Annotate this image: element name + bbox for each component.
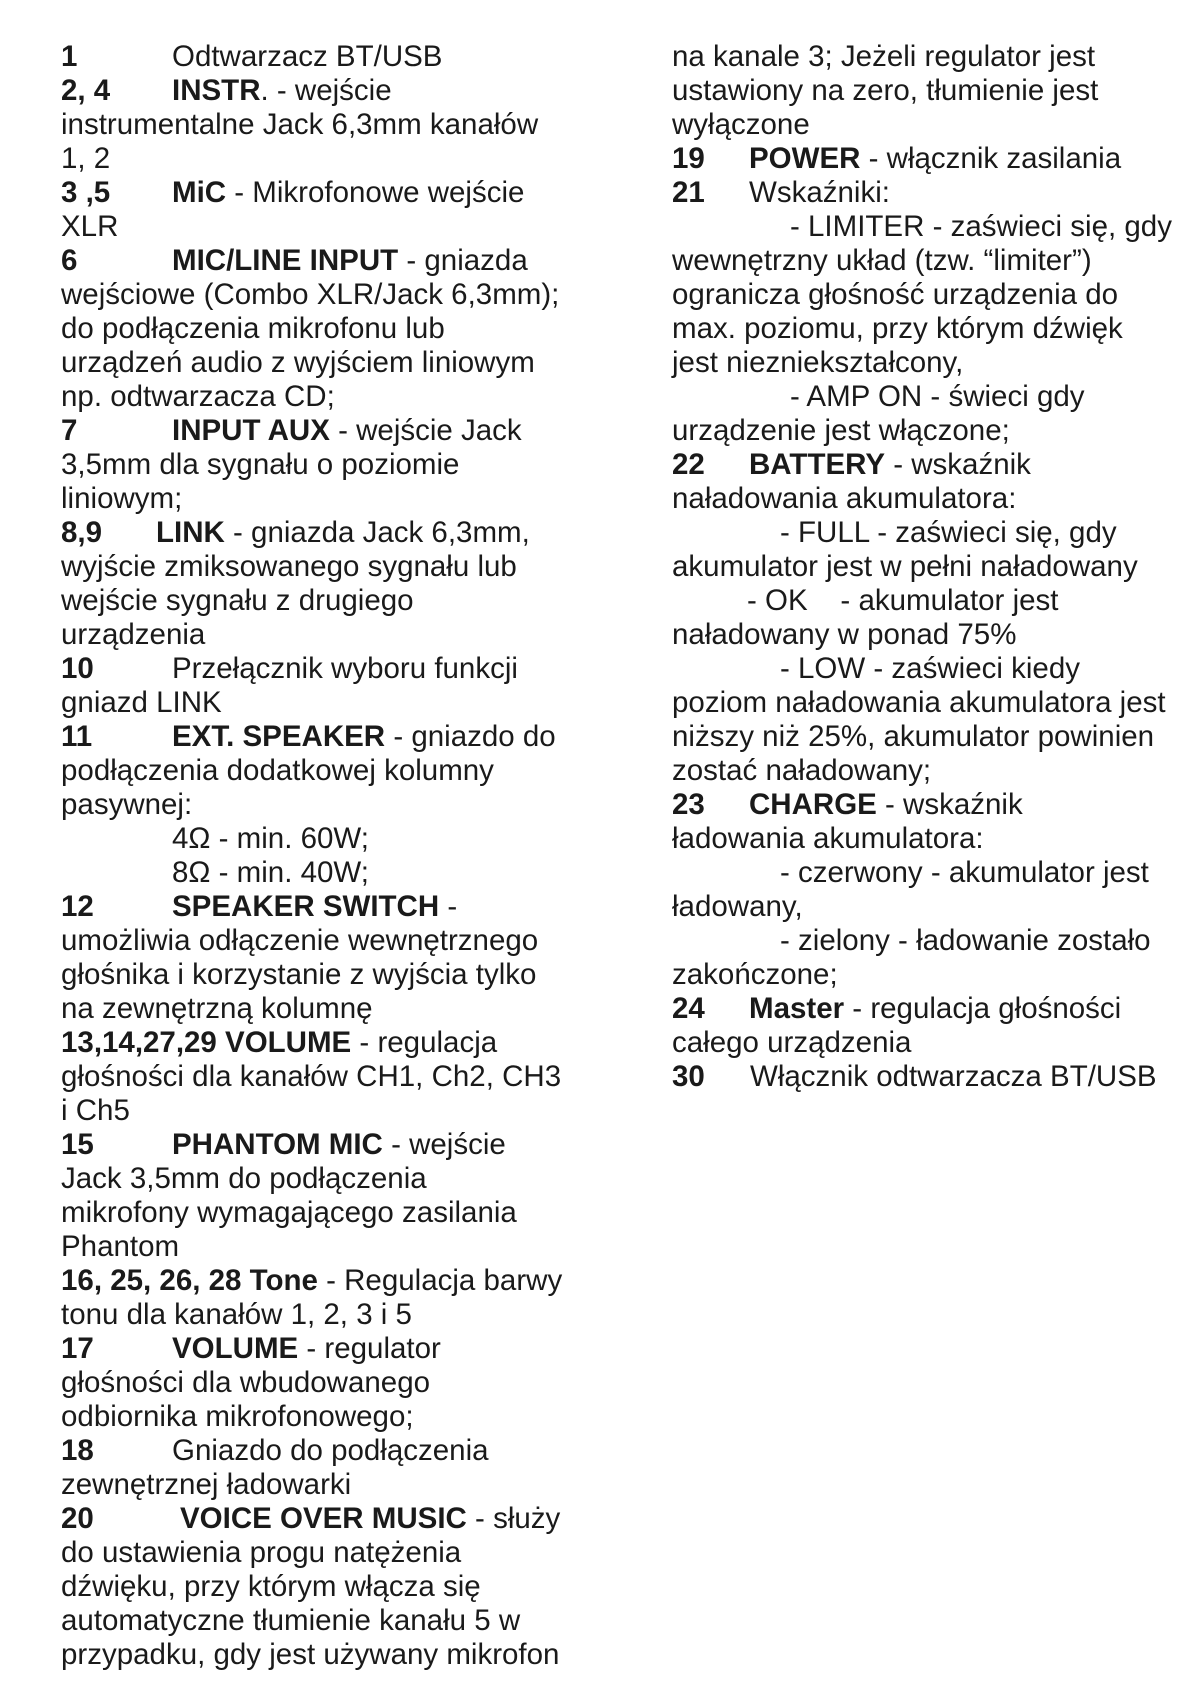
text-line: gniazd LINK	[61, 686, 222, 719]
text-line: 1, 2	[61, 142, 111, 175]
text-line: jest niezniekształcony,	[672, 346, 964, 379]
item-3-5: 3 ,5 MiC - Mikrofonowe wejście	[61, 176, 525, 209]
text-line: XLR	[61, 210, 119, 243]
text-line: zostać naładowany;	[672, 754, 932, 787]
text-line: naładowania akumulatora:	[672, 482, 1017, 515]
item-15: 15 PHANTOM MIC - wejście	[61, 1128, 506, 1161]
item-22: 22 BATTERY - wskaźnik	[672, 448, 1031, 481]
text-line: automatyczne tłumienie kanału 5 w	[61, 1604, 521, 1637]
indicator-limiter: - LIMITER - zaświeci się, gdy	[790, 210, 1172, 243]
speaker-spec-8ohm: 8Ω - min. 40W;	[172, 856, 369, 889]
text-line: mikrofony wymagającego zasilania	[61, 1196, 517, 1229]
text-line: wyjście zmiksowanego sygnału lub	[61, 550, 517, 583]
text-line: głośności dla wbudowanego	[61, 1366, 431, 1399]
text-line: na kanale 3; Jeżeli regulator jest	[672, 40, 1096, 73]
text-line: do podłączenia mikrofonu lub	[61, 312, 445, 345]
text-line: dźwięku, przy którym włącza się	[61, 1570, 481, 1603]
indicator-low: - LOW - zaświeci kiedy	[780, 652, 1080, 685]
text-line: poziom naładowania akumulatora jest	[672, 686, 1166, 719]
text-line: wewnętrzny układ (tzw. “limiter”)	[672, 244, 1092, 277]
text-line: całego urządzenia	[672, 1026, 912, 1059]
item-2-4: 2, 4 INSTR. - wejście	[61, 74, 392, 107]
left-column	[61, 40, 601, 1672]
right-column	[672, 40, 1192, 1094]
text-line: akumulator jest w pełni naładowany	[672, 550, 1138, 583]
text-line: np. odtwarzacza CD;	[61, 380, 335, 413]
item-30: 30 Włącznik odtwarzacza BT/USB	[672, 1060, 1157, 1093]
text-line: ustawiony na zero, tłumienie jest	[672, 74, 1099, 107]
text-line: głośności dla kanałów CH1, Ch2, CH3	[61, 1060, 562, 1093]
text-line: wyłączone	[672, 108, 810, 141]
text-line: instrumentalne Jack 6,3mm kanałów	[61, 108, 539, 141]
item-6: 6 MIC/LINE INPUT - gniazda	[61, 244, 528, 277]
text-line: umożliwia odłączenie wewnętrznego	[61, 924, 539, 957]
item-8-9: 8,9 LINK - gniazda Jack 6,3mm,	[61, 516, 530, 549]
indicator-amp-on: - AMP ON - świeci gdy	[790, 380, 1085, 413]
text-line: urządzenie jest włączone;	[672, 414, 1010, 447]
indicator-ok: - OK - akumulator jest	[747, 584, 1059, 617]
text-line: pasywnej:	[61, 788, 193, 821]
text-line: przypadku, gdy jest używany mikrofon	[61, 1638, 560, 1671]
text-line: zakończone;	[672, 958, 838, 991]
text-line: podłączenia dodatkowej kolumny	[61, 754, 494, 787]
text-line: ładowania akumulatora:	[672, 822, 984, 855]
item-20: 20 VOICE OVER MUSIC - służy	[61, 1502, 561, 1535]
speaker-spec-4ohm: 4Ω - min. 60W;	[172, 822, 369, 855]
indicator-full: - FULL - zaświeci się, gdy	[780, 516, 1117, 549]
text-line: do ustawienia progu natężenia	[61, 1536, 462, 1569]
text-line: zewnętrznej ładowarki	[61, 1468, 352, 1501]
text-line: odbiornika mikrofonowego;	[61, 1400, 414, 1433]
text-line: Phantom	[61, 1230, 180, 1263]
item-12: 12 SPEAKER SWITCH -	[61, 890, 458, 923]
item-24: 24 Master - regulacja głośności	[672, 992, 1122, 1025]
text-line: na zewnętrzną kolumnę	[61, 992, 373, 1025]
text-line: niższy niż 25%, akumulator powinien	[672, 720, 1155, 753]
text-line: Jack 3,5mm do podłączenia	[61, 1162, 427, 1195]
text-line: i Ch5	[61, 1094, 130, 1127]
text-line: ogranicza głośność urządzenia do	[672, 278, 1119, 311]
item-10: 10 Przełącznik wyboru funkcji	[61, 652, 518, 685]
text-line: urządzeń audio z wyjściem liniowym	[61, 346, 535, 379]
item-23: 23 CHARGE - wskaźnik	[672, 788, 1023, 821]
item-1: 1 Odtwarzacz BT/USB	[61, 40, 443, 73]
item-17: 17 VOLUME - regulator	[61, 1332, 441, 1365]
text-line: 3,5mm dla sygnału o poziomie	[61, 448, 460, 481]
item-19: 19 POWER - włącznik zasilania	[672, 142, 1122, 175]
text-line: ładowany,	[672, 890, 803, 923]
text-line: wejściowe (Combo XLR/Jack 6,3mm);	[61, 278, 560, 311]
text-line: liniowym;	[61, 482, 183, 515]
text-line: urządzenia	[61, 618, 206, 651]
item-7: 7 INPUT AUX - wejście Jack	[61, 414, 522, 447]
item-16-25-26-28: 16, 25, 26, 28 Tone - Regulacja barwy	[61, 1264, 563, 1297]
item-13-14-27-29: 13,14,27,29 VOLUME - regulacja	[61, 1026, 498, 1059]
text-line: tonu dla kanałów 1, 2, 3 i 5	[61, 1298, 412, 1331]
charge-green: - zielony - ładowanie zostało	[780, 924, 1151, 957]
item-11: 11 EXT. SPEAKER - gniazdo do	[61, 720, 556, 753]
item-18: 18 Gniazdo do podłączenia	[61, 1434, 489, 1467]
text-line: max. poziomu, przy którym dźwięk	[672, 312, 1123, 345]
text-line: naładowany w ponad 75%	[672, 618, 1017, 651]
text-line: wejście sygnału z drugiego	[61, 584, 414, 617]
charge-red: - czerwony - akumulator jest	[780, 856, 1149, 889]
text-line: głośnika i korzystanie z wyjścia tylko	[61, 958, 537, 991]
item-21: 21 Wskaźniki:	[672, 176, 890, 209]
